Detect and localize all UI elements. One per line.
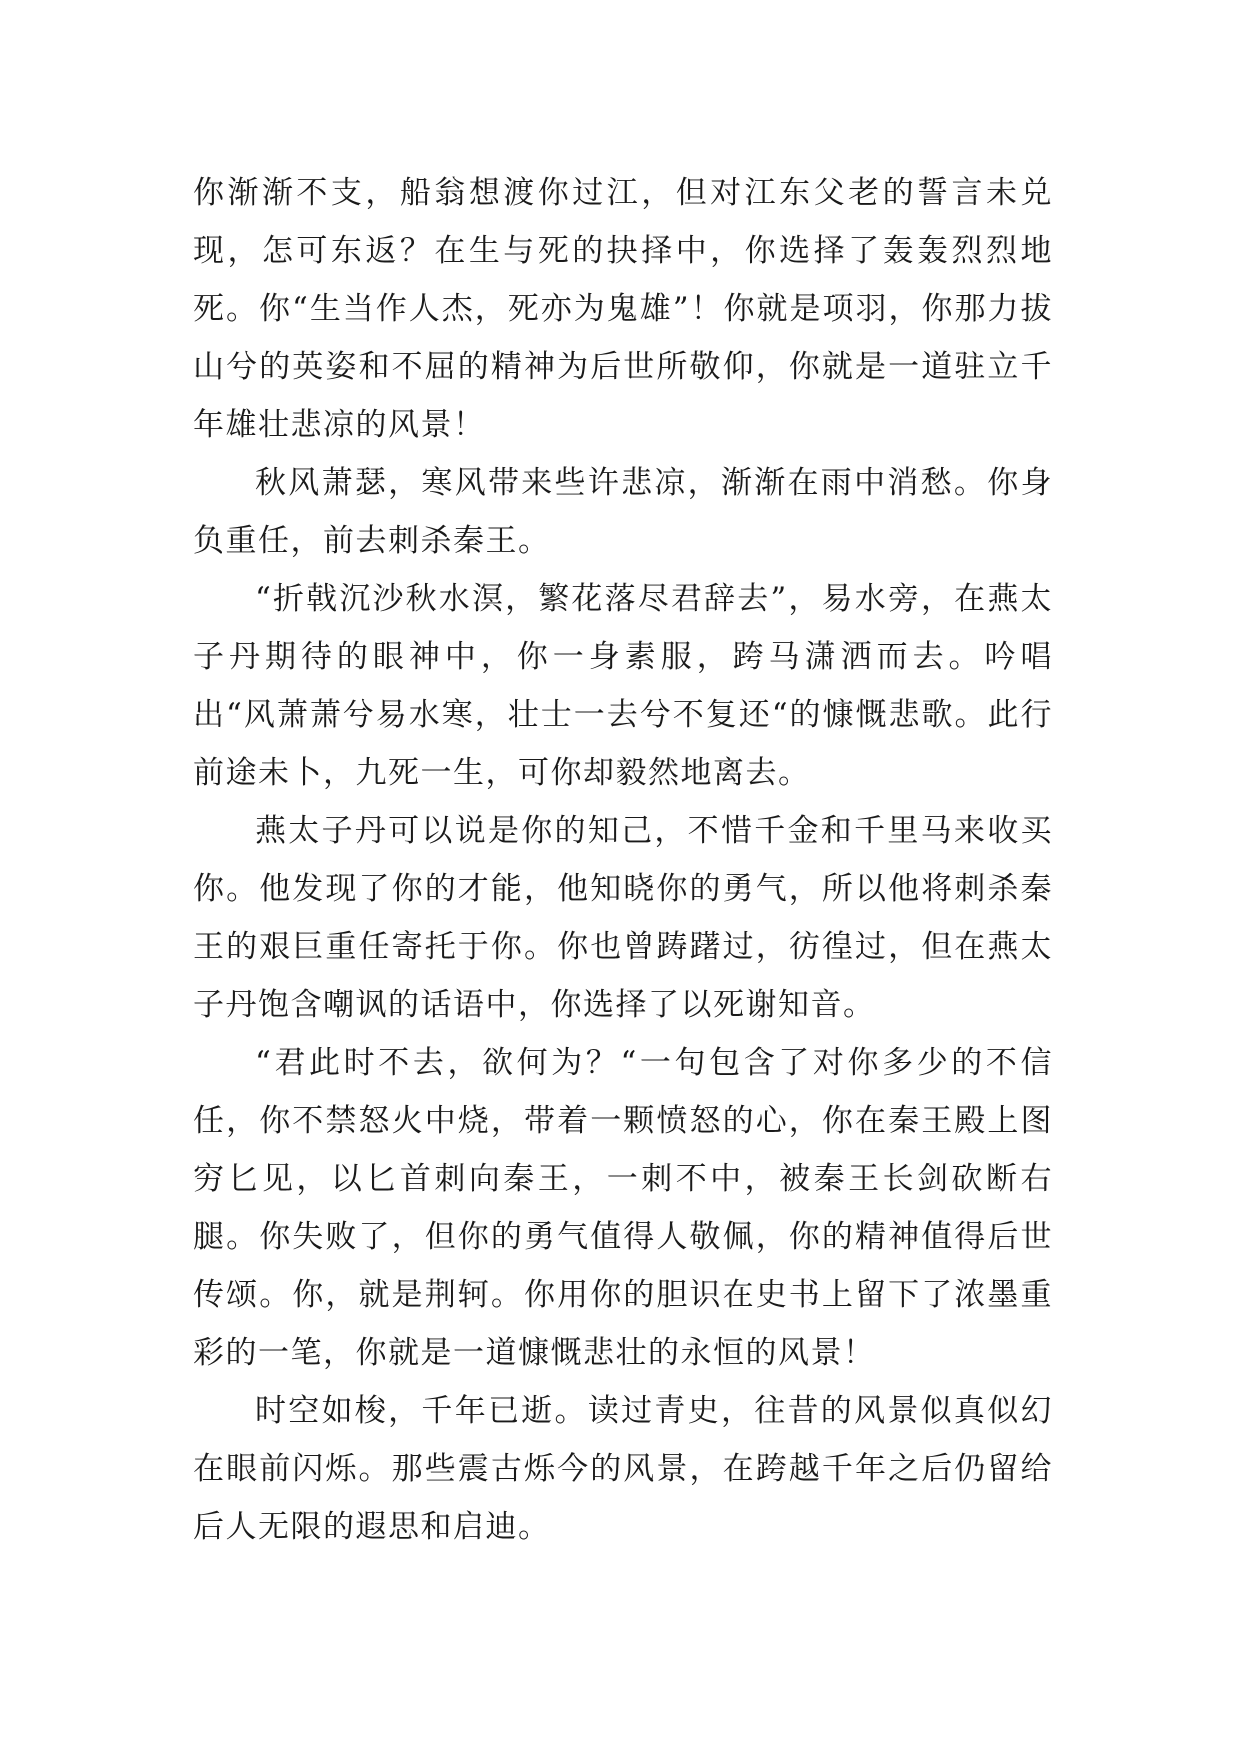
- paragraph-6: 时空如梭，千年已逝。读过青史，往昔的风景似真似幻在眼前闪烁。那些震古烁今的风景，在跨越千年之后仍留给后人无限的遐思和启迪。: [193, 1393, 1053, 1545]
- paragraph-3: “折戟沉沙秋水溟，繁花落尽君辞去”，易水旁，在燕太子丹期待的眼神中，你一身素服，跨马潇洒而去。吟唱出“风萧萧兮易水寒，壮士一去兮不复还“的慷慨悲歌。此行前途未卜，九死一生，可你却毅然地离去。: [193, 581, 1053, 791]
- paragraph-5: “君此时不去，欲何为？“一句包含了对你多少的不信任，你不禁怒火中烧，带着一颗愤怒的心，你在秦王殿上图穷匕见，以匕首刺向秦王，一刺不中，被秦王长剑砍断右腿。你失败了，但你的勇气值得人敬佩，你的精神值得后世传颂。你，就是荆轲。你用你的胆识在史书上留下了浓墨重彩的一笔，你就是一道慷慨悲壮的永恒的风景！: [193, 1045, 1053, 1371]
- paragraph-2: 秋风萧瑟，寒风带来些许悲凉，渐渐在雨中消愁。你身负重任，前去刺杀秦王。: [193, 465, 1053, 559]
- document-body: [193, 164, 1053, 1556]
- paragraph-4: 燕太子丹可以说是你的知己，不惜千金和千里马来收买你。他发现了你的才能，他知晓你的勇气，所以他将刺杀秦王的艰巨重任寄托于你。你也曾踌躇过，彷徨过，但在燕太子丹饱含嘲讽的话语中，你选择了以死谢知音。: [193, 813, 1053, 1023]
- paragraph-1: 你渐渐不支，船翁想渡你过江，但对江东父老的誓言未兑现，怎可东返？在生与死的抉择中，你选择了轰轰烈烈地死。你“生当作人杰，死亦为鬼雄”！你就是项羽，你那力拔山兮的英姿和不屈的精神为后世所敬仰，你就是一道驻立千年雄壮悲凉的风景！: [193, 175, 1053, 443]
